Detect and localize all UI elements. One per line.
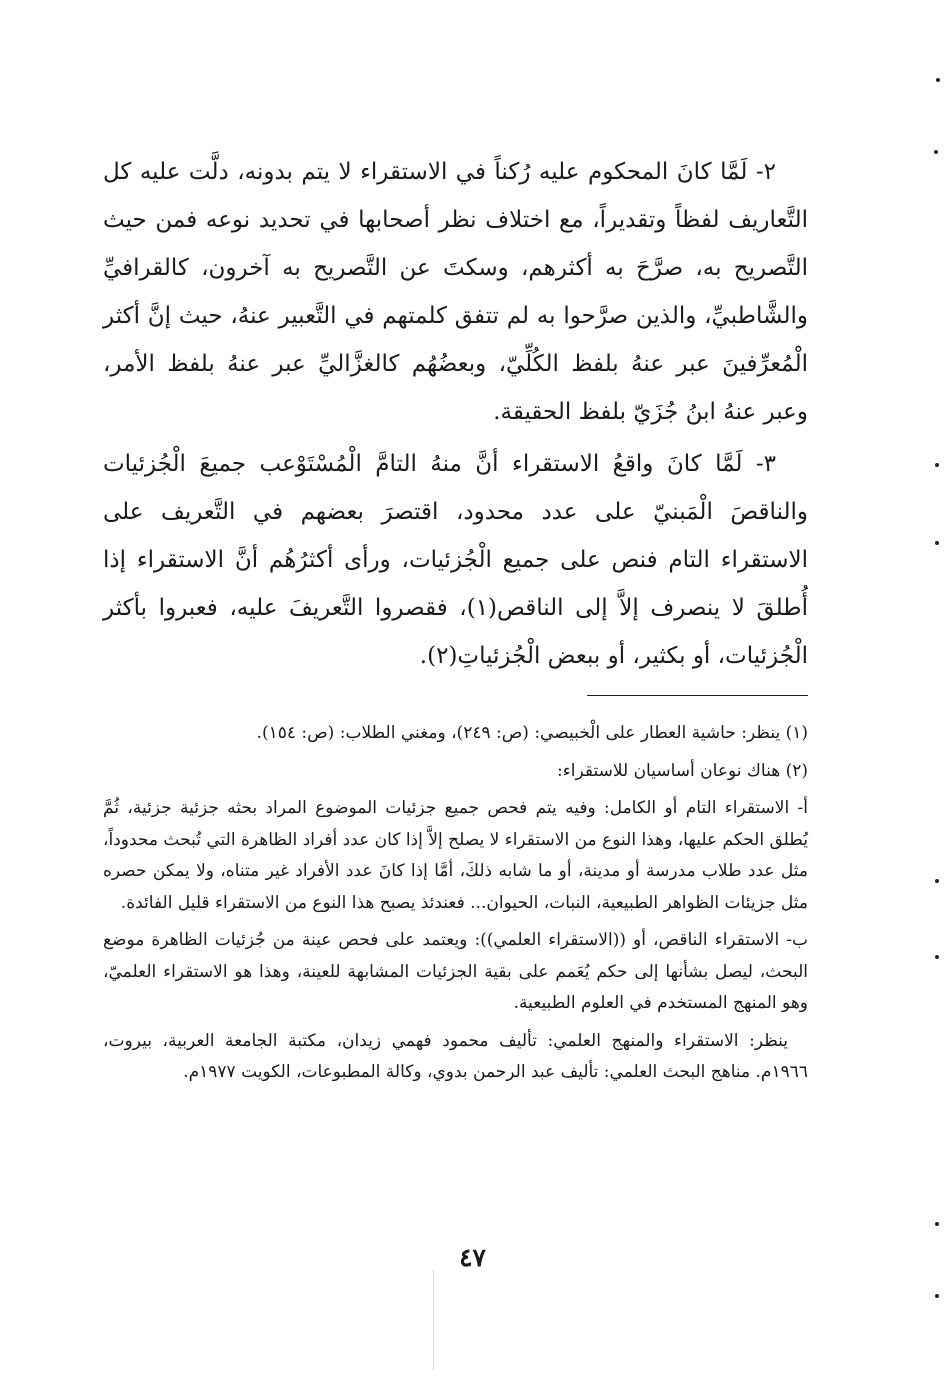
margin-dot	[934, 150, 938, 154]
margin-dot	[936, 78, 940, 82]
footnote-separator	[587, 695, 808, 696]
margin-dot	[935, 879, 939, 883]
footnote-2: (٢) هناك نوعان أساسيان للاستقراء:	[557, 760, 808, 781]
main-text	[103, 148, 808, 684]
footnote-2a: أ- الاستقراء التام أو الكامل: وفيه يتم فحص جميع جزئيات الموضوع المراد بحثه جزئية جزئية، ثُمَّ يُطلق الحكم عليها، وهذا النوع من الاستقراء لا يصلح إلاَّ إذا كان عدد أفراد الظاهرة التي تُبحث محدوداً، مثل عدد طلاب مدرسة أو مدينة، أو ما شابه ذلكَ، أمَّا إذا كانَ عدد الأفراد غير متناه، ولا يمكن حصره مثل جزيئات الظواهر الطبيعية، النبات، الحيوان... فعندئذ يصبح هذا النوع من الاستقراء قليل الفائدة.	[103, 798, 808, 913]
footnotes	[103, 718, 808, 1095]
margin-dot	[935, 1294, 939, 1298]
margin-dot	[935, 1222, 939, 1226]
scan-artifact-line	[433, 1270, 434, 1370]
margin-dot	[935, 463, 939, 467]
footnote-2b: ب- الاستقراء الناقص، أو ((الاستقراء العلمي)): ويعتمد على فحص عينة من جُزئيات الظاهرة موضع البحث، ليصل بشأنها إلى حكم يُعَمم على بقية الجزئيات المشابهة للعينة، وهذا هو الاستقراء العلميّ، وهو المنهج المستخدم في العلوم الطبيعية.	[103, 930, 808, 1013]
page-number: ٤٧	[459, 1243, 486, 1272]
footnote-references: ينظر: الاستقراء والمنهج العلمي: تأليف محمود فهمي زيدان، مكتبة الجامعة العربية، بيروت، ١٩٦٦م. مناهج البحث العلمي: تأليف عبد الرحمن بدوي، وكالة المطبوعات، الكويت ١٩٧٧م.	[103, 1030, 808, 1082]
paragraph-3: ٣- لَمَّا كانَ واقعُ الاستقراء أنَّ منهُ التامَّ الْمُسْتَوْعب جميعَ الْجُزئيات والناقصَ الْمَبنيّ على عدد محدود، اقتصرَ بعضهم في التَّعريف على الاستقراء التام فنص على جميع الْجُزئيات، ورأى أكثرُهُم أنَّ الاستقراء إذا أُطلقَ لا ينصرف إلاَّ إلى الناقص(١)، فقصروا التَّعريفَ عليه، فعبروا بأكثر الْجُزئيات، أو بكثير، أو ببعض الْجُزئياتِ(٢).	[103, 451, 808, 669]
footnote-1: (١) ينظر: حاشية العطار على الْخبيصي: (ص: ٢٤٩)، ومغني الطلاب: (ص: ١٥٤).	[256, 723, 808, 743]
paragraph-2: ٢- لَمَّا كانَ المحكوم عليه رُكناً في الاستقراء لا يتم بدونه، دلَّت عليه كل التَّعاريف لفظاً وتقديراً، مع اختلاف نظر أصحابها في تحديد نوعه فمن حيث التَّصريح به، صرَّحَ به أكثرهم، وسكتَ عن التَّصريح به آخرون، كالقرافيِّ والشَّاطبيِّ، والذين صرَّحوا به لم تتفق كلمتهم في التَّعبير عنهُ، حيث إنَّ أكثر الْمُعرِّفينَ عبر عنهُ بلفظ الكُلِّيّ، وبعضُهُم كالغزَّاليِّ عبر عنهُ بلفظ الأمر، وعبر عنهُ ابنُ جُزَيّ بلفظ الحقيقة.	[103, 159, 808, 425]
margin-dot	[935, 955, 939, 959]
margin-dot	[935, 541, 939, 545]
